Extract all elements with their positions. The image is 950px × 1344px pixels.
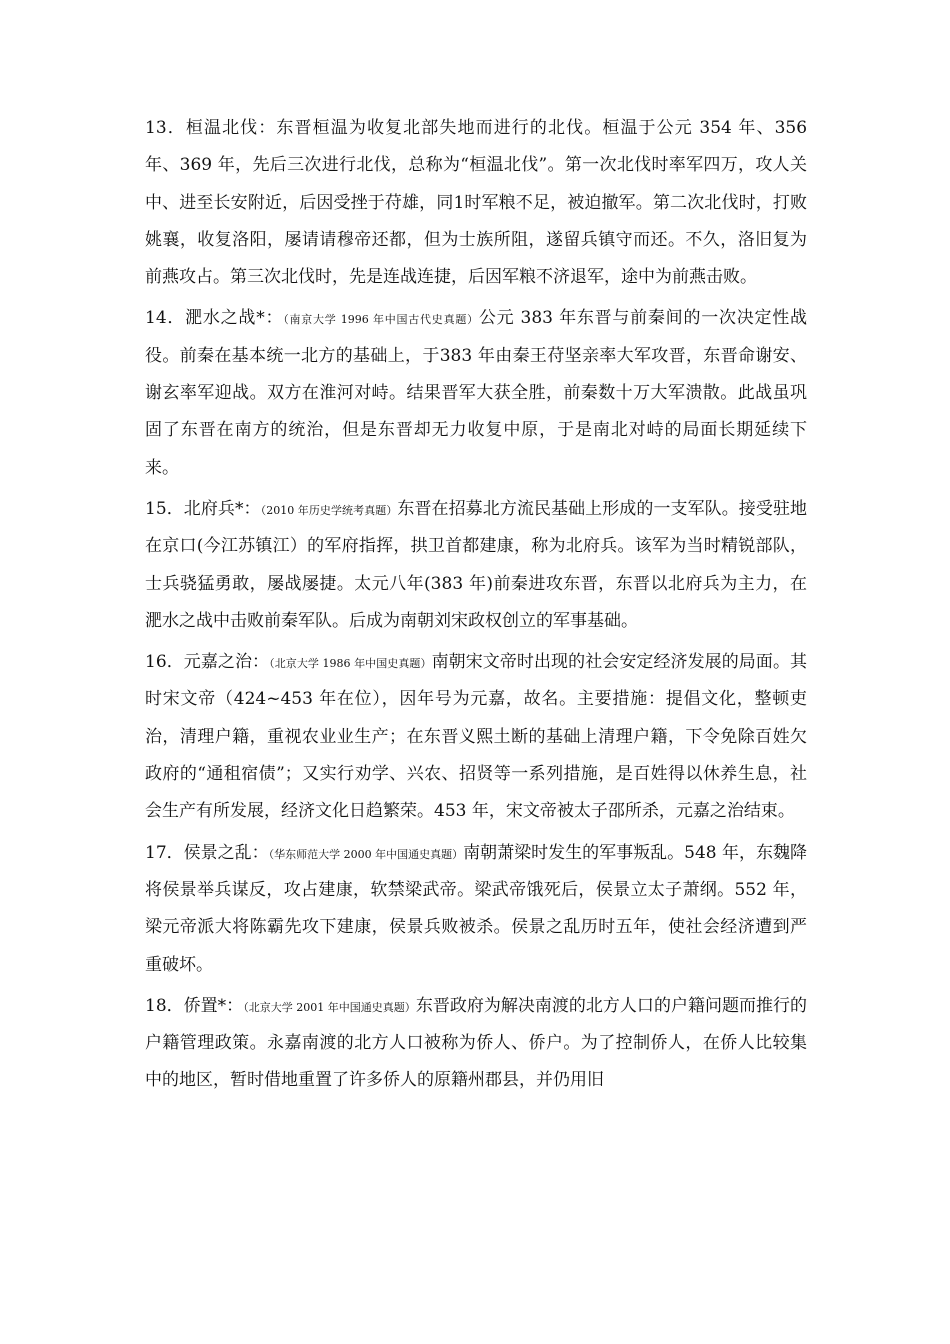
entry-number: 14．: [145, 308, 186, 329]
document-page: [145, 110, 807, 1104]
entry-term: 桓温北伐：: [185, 118, 277, 138]
entry-number: 18．: [145, 995, 184, 1016]
entry-16: [145, 644, 807, 830]
entry-13: [145, 110, 807, 296]
entry-number: 15．: [145, 498, 184, 519]
entry-17: [145, 835, 807, 984]
entry-number: 13．: [145, 118, 186, 138]
entry-source: （北京大学 2001 年中国通史真题）: [243, 1000, 416, 1014]
entry-15: [145, 491, 807, 640]
entry-text: 公元 383 年东晋与前秦间的一次决定性战役。前秦在基本统一北方的基础上，于383 年由秦王苻坚亲率大军攻晋，东晋命谢安、谢玄率军迎战。双方在淮河对峙。结果晋军大获全胜，前秦数十万大军溃散。此战虽巩固了东晋在南方的统治，但是东晋却无力收复中原，于是南北对峙的局面长期延续下来。: [145, 308, 807, 478]
entry-term: 侨置*：: [183, 995, 244, 1016]
entry-text: 南朝萧梁时发生的军事叛乱。548 年，东魏降将侯景举兵谋反，攻占建康，软禁梁武帝。梁武帝饿死后，侯景立太子萧纲。552 年，梁元帝派大将陈霸先攻下建康，侯景兵败被杀。侯景之乱历时五年，使社会经济遭到严重破坏。: [145, 842, 807, 975]
entry-term: 淝水之战*：: [185, 308, 284, 329]
entry-term: 北府兵*：: [183, 498, 261, 519]
entry-source: （南京大学 1996 年中国古代史真题）: [283, 313, 479, 327]
entry-number: 16．: [145, 652, 184, 673]
entry-text: 东晋桓温为收复北部失地而进行的北伐。桓温于公元 354 年、356 年、369 年，先后三次进行北伐，总称为“桓温北伐”。第一次北伐时率军四万，攻人关中、进至长安附近，后因受挫于苻雄，同1时军粮不足，被迫撤军。第二次北伐时，打败姚襄，收复洛阳，屡请请穆帝还都，但为士族所阻，遂留兵镇守而还。不久，洛旧复为前燕攻占。第三次北伐时，先是连战连捷，后因军粮不济退军，途中为前燕击败。: [145, 118, 808, 288]
entry-14: [145, 300, 807, 486]
entry-source: （华东师范大学 2000 年中国通史真题）: [268, 847, 464, 861]
entry-term: 侯景之乱：: [183, 842, 269, 863]
entry-18: [145, 988, 807, 1100]
entry-source: （2010 年历史学统考真题）: [260, 503, 398, 517]
entry-source: （北京大学 1986 年中国史真题）: [269, 657, 432, 671]
entry-term: 元嘉之治：: [183, 652, 270, 673]
entry-text: 南朝宋文帝时出现的社会安定经济发展的局面。其时宋文帝（424~453 年在位），因年号为元嘉，故名。主要措施：提倡文化，整顿吏治，清理户籍，重视农业业生产；在东晋义熙土断的基础上清理户籍，下令免除百姓欠政府的“通租宿债”；又实行劝学、兴农、招贤等一系列措施，是百姓得以休养生息，社会生产有所发展，经济文化日趋繁荣。453 年，宋文帝被太子邵所杀，元嘉之治结束。: [145, 652, 808, 822]
entry-text: 东晋在招募北方流民基础上形成的一支军队。接受驻地在京口(今江苏镇江）的军府指挥，拱卫首都建康，称为北府兵。该军为当时精锐部队，士兵骁猛勇敢，屡战屡捷。太元八年(383 年)前秦进攻东晋，东晋以北府兵为主力，在淝水之战中击败前秦军队。后成为南朝刘宋政权创立的军事基础。: [145, 498, 808, 631]
entry-text: 东晋政府为解决南渡的北方人口的户籍问题而推行的户籍管理政策。永嘉南渡的北方人口被称为侨人、侨户。为了控制侨人，在侨人比较集中的地区，暂时借地重置了许多侨人的原籍州郡县，并仍用旧: [145, 995, 808, 1091]
entry-number: 17．: [145, 842, 184, 863]
